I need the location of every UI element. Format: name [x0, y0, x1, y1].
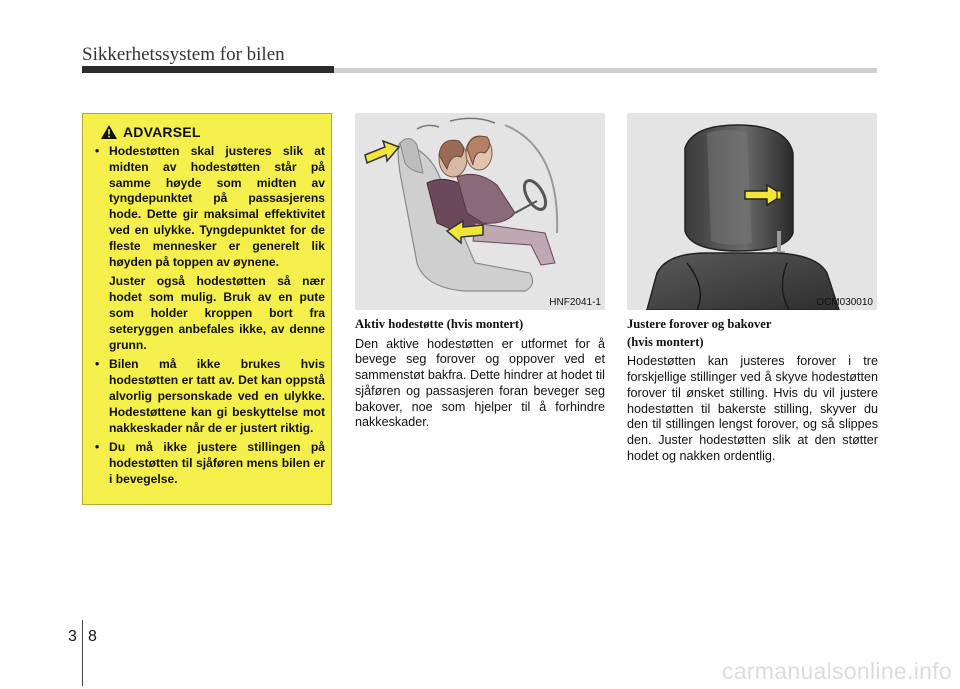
seat-occupant-illustration — [355, 113, 605, 310]
warning-item — [93, 144, 325, 270]
warning-item-text: Hodestøtten skal justeres slik at midten av hodestøtten står på samme høyde som midten av tyngdepunktet på passasjerens hode. Dette gir maksimal effektivitet ved en ulykke. Tyngdepunktet for de fleste mennesker er generelt lik høyden på toppen av øynene. — [109, 144, 325, 269]
watermark: carmanualsonline.info — [721, 658, 952, 684]
warning-triangle-icon — [101, 125, 117, 139]
page-number: 8 — [88, 628, 97, 645]
warning-item-continuation: Juster også hodestøtten så nær hodet som mulig. Bruk av en pute som holder kroppen bort fra seteryggen anbefales ikke, av denne grunn. — [109, 274, 325, 352]
forward-arrow-icon — [365, 141, 399, 163]
section-body: Den aktive hodestøtten er utformet for å bevege seg forover og oppover ved et sammenstøt bakfra. Dette hindrer at hodet til sjåføren og passasjeren foran beveger seg bakover, noe som hjelper til å forhindre nakkeskader. — [355, 336, 605, 430]
section-active-headrest — [355, 317, 605, 431]
section-body: Hodestøtten kan justeres forover i tre forskjellige stillinger ved å skyve hodestøtten forover til ønsket stilling. Hvis du vil justere hodestøtten til bakerste stilling, skyver du den til stillingen lengst forover, og så slippes den. Juster hodestøtten slik at den støtter hodet og nakken ordentlig. — [627, 354, 878, 463]
headrest-adjust-figure — [627, 113, 877, 310]
warning-heading — [101, 124, 201, 140]
warning-item-text: Du må ikke justere stillingen på hodestøtten til sjåføren mens bilen er i bevegelse. — [109, 440, 325, 486]
warning-item — [93, 357, 325, 436]
bullet: • — [95, 357, 100, 372]
section-heading: Aktiv hodestøtte (hvis montert) — [355, 317, 524, 331]
header-rule-accent — [82, 66, 334, 73]
active-headrest-figure — [355, 113, 605, 310]
bullet: • — [95, 440, 100, 455]
section-subheading: (hvis montert) — [627, 334, 704, 349]
warning-item — [93, 440, 325, 487]
warning-title: ADVARSEL — [123, 124, 201, 140]
figure-code: OCM030010 — [816, 297, 873, 308]
warning-item-text: Bilen må ikke brukes hvis hodestøtten er tatt av. Det kan oppstå alvorlig personskade ved en ulykke. Hodestøttene kan gi beskyttelse mot nakkeskader når de er justert riktig. — [109, 357, 325, 435]
footer-divider — [82, 620, 83, 686]
warning-box — [82, 113, 332, 505]
chapter-number: 3 — [68, 628, 77, 645]
section-adjust-headrest — [627, 317, 878, 464]
warning-list — [93, 144, 325, 492]
figure-code: HNF2041-1 — [549, 297, 601, 308]
headrest-illustration — [627, 113, 877, 310]
bullet: • — [95, 144, 100, 158]
section-heading: Justere forover og bakover — [627, 317, 772, 331]
page-header-title: Sikkerhetssystem for bilen — [82, 44, 285, 65]
